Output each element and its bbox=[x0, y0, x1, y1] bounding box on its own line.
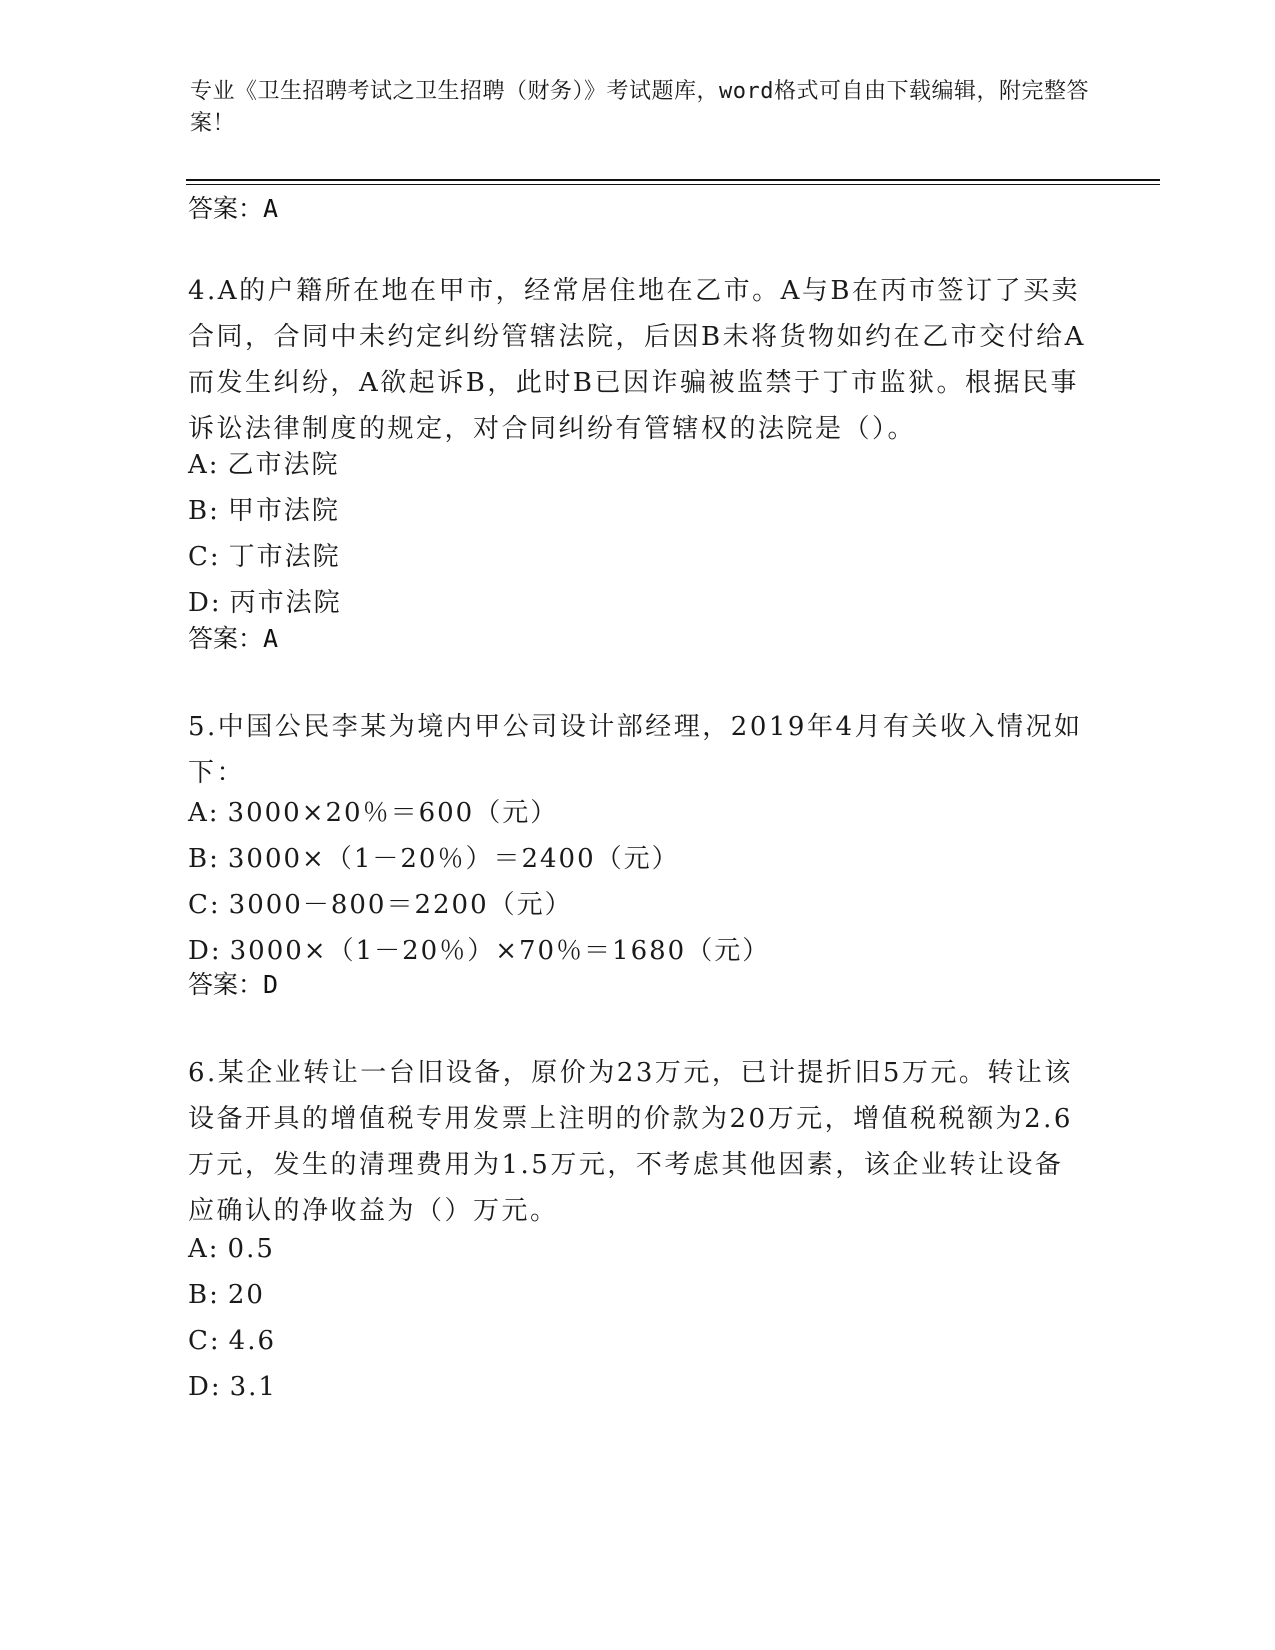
option-text: 丁市法院 bbox=[228, 542, 341, 572]
option-key: C: bbox=[188, 890, 221, 920]
option-text: 4.6 bbox=[228, 1326, 277, 1356]
question-6-option-a bbox=[188, 1226, 277, 1272]
option-key: D: bbox=[188, 936, 222, 966]
answer-label-q5: 答案：D bbox=[188, 970, 279, 999]
question-6-options bbox=[188, 1226, 277, 1410]
option-key: A: bbox=[188, 798, 220, 828]
option-text: 丙市法院 bbox=[229, 588, 342, 618]
option-key: A: bbox=[188, 450, 220, 480]
question-4-stem: 4.A的户籍所在地在甲市，经常居住地在乙市。A与B在丙市签订了买卖合同，合同中未约定纠纷管辖法院，后因B未将货物如约在乙市交付给A而发生纠纷，A欲起诉B，此时B已因诈骗被监禁于丁市监狱。根据民事诉讼法律制度的规定，对合同纠纷有管辖权的法院是（）。 bbox=[188, 276, 1086, 444]
option-text: 3.1 bbox=[229, 1372, 277, 1402]
option-key: D: bbox=[188, 588, 222, 618]
option-text: 3000×（1－20％）×70％＝1680（元） bbox=[229, 936, 771, 966]
question-5-option-a bbox=[188, 790, 770, 836]
header-divider-thin bbox=[186, 184, 1160, 185]
option-key: A: bbox=[188, 1234, 220, 1264]
question-6-option-b bbox=[188, 1272, 277, 1318]
question-6-option-d bbox=[188, 1364, 277, 1410]
option-text: 甲市法院 bbox=[227, 496, 340, 526]
option-text: 20 bbox=[227, 1280, 265, 1310]
question-4-options bbox=[188, 442, 342, 626]
option-text: 乙市法院 bbox=[227, 450, 340, 480]
question-4-option-a bbox=[188, 442, 342, 488]
option-key: B: bbox=[188, 844, 220, 874]
question-5-option-c bbox=[188, 882, 770, 928]
question-5-stem: 5.中国公民李某为境内甲公司设计部经理，2019年4月有关收入情况如下： bbox=[188, 712, 1083, 788]
question-6-option-c bbox=[188, 1318, 277, 1364]
question-4-option-b bbox=[188, 488, 342, 534]
option-key: D: bbox=[188, 1372, 222, 1402]
option-key: C: bbox=[188, 542, 221, 572]
answer-label-q3: 答案：A bbox=[188, 194, 279, 223]
option-text: 3000×20％＝600（元） bbox=[227, 798, 559, 828]
question-5-option-b bbox=[188, 836, 770, 882]
option-text: 3000－800＝2200（元） bbox=[228, 890, 573, 920]
question-4-option-c bbox=[188, 534, 342, 580]
option-key: C: bbox=[188, 1326, 221, 1356]
header-divider-thick bbox=[186, 179, 1160, 181]
question-6-stem: 6.某企业转让一台旧设备，原价为23万元，已计提折旧5万元。转让该设备开具的增值税专用发票上注明的价款为20万元，增值税税额为2.6万元，发生的清理费用为1.5万元，不考虑其他因素，该企业转让设备应确认的净收益为（）万元。 bbox=[188, 1058, 1073, 1226]
question-5-options bbox=[188, 790, 770, 974]
option-text: 0.5 bbox=[227, 1234, 275, 1264]
option-key: B: bbox=[188, 496, 220, 526]
question-4-option-d bbox=[188, 580, 342, 626]
answer-label-q4: 答案：A bbox=[188, 624, 279, 653]
option-key: B: bbox=[188, 1280, 220, 1310]
option-text: 3000×（1－20％）＝2400（元） bbox=[227, 844, 680, 874]
document-header: 专业《卫生招聘考试之卫生招聘（财务）》考试题库，word格式可自由下载编辑，附完整答案！ bbox=[190, 79, 1089, 136]
